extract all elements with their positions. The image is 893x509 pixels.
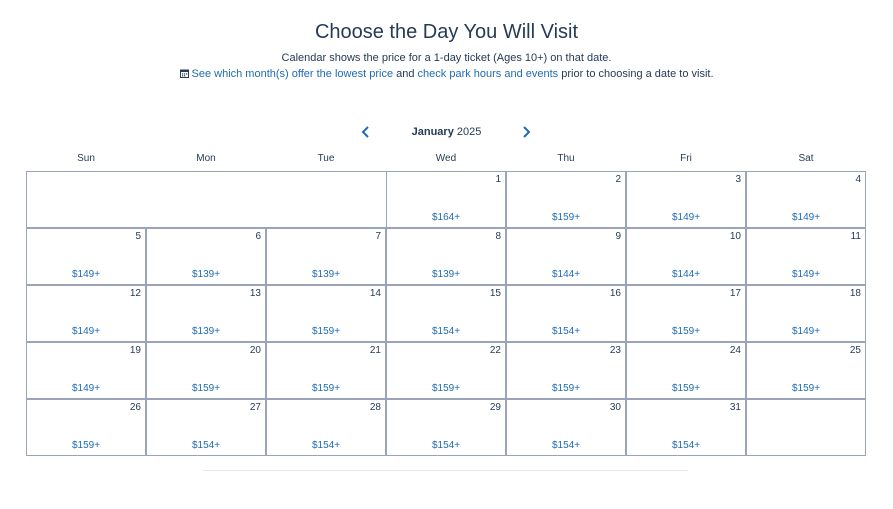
day-cell[interactable] bbox=[626, 399, 746, 456]
day-number: 31 bbox=[729, 402, 741, 413]
day-number: 17 bbox=[729, 288, 741, 299]
day-number: 23 bbox=[609, 345, 621, 356]
day-number: 28 bbox=[369, 402, 381, 413]
day-price: $139+ bbox=[431, 269, 461, 280]
year-value: 2025 bbox=[456, 126, 482, 138]
day-price: $154+ bbox=[311, 440, 341, 451]
day-number: 14 bbox=[369, 288, 381, 299]
day-number: 1 bbox=[495, 174, 501, 185]
day-number: 25 bbox=[849, 345, 861, 356]
empty-trailing-cell bbox=[746, 399, 866, 456]
day-price: $149+ bbox=[791, 326, 821, 337]
day-number: 10 bbox=[729, 231, 741, 242]
day-cell[interactable] bbox=[386, 399, 506, 456]
park-hours-link[interactable]: check park hours and events bbox=[417, 68, 559, 80]
day-number: 2 bbox=[615, 174, 621, 185]
day-price: $159+ bbox=[671, 326, 701, 337]
day-price: $159+ bbox=[551, 383, 581, 394]
day-number: 24 bbox=[729, 345, 741, 356]
day-price: $159+ bbox=[71, 440, 101, 451]
day-cell[interactable] bbox=[386, 171, 506, 228]
day-cell[interactable] bbox=[626, 342, 746, 399]
chevron-right-icon bbox=[519, 124, 533, 140]
day-number: 29 bbox=[489, 402, 501, 413]
help-links bbox=[0, 68, 893, 81]
day-cell[interactable] bbox=[26, 228, 146, 285]
day-price: $139+ bbox=[311, 269, 341, 280]
day-cell[interactable] bbox=[626, 228, 746, 285]
weekday-label: Sat bbox=[798, 153, 814, 164]
day-number: 30 bbox=[609, 402, 621, 413]
page-title: Choose the Day You Will Visit bbox=[314, 21, 579, 43]
day-cell[interactable] bbox=[386, 228, 506, 285]
day-number: 13 bbox=[249, 288, 261, 299]
day-cell[interactable] bbox=[626, 171, 746, 228]
weekday-label: Fri bbox=[680, 153, 692, 164]
day-cell[interactable] bbox=[266, 399, 386, 456]
day-cell[interactable] bbox=[146, 228, 266, 285]
day-cell[interactable] bbox=[506, 285, 626, 342]
day-cell[interactable] bbox=[746, 285, 866, 342]
day-price: $154+ bbox=[431, 440, 461, 451]
day-number: 5 bbox=[135, 231, 141, 242]
day-cell[interactable] bbox=[386, 342, 506, 399]
day-price: $144+ bbox=[551, 269, 581, 280]
day-price: $144+ bbox=[671, 269, 701, 280]
day-price: $149+ bbox=[791, 212, 821, 223]
weekday-label: Thu bbox=[557, 153, 575, 164]
day-cell[interactable] bbox=[506, 399, 626, 456]
day-cell[interactable] bbox=[146, 399, 266, 456]
day-price: $159+ bbox=[191, 383, 221, 394]
connector-text: and bbox=[396, 68, 415, 80]
day-price: $159+ bbox=[791, 383, 821, 394]
day-cell[interactable] bbox=[626, 285, 746, 342]
day-number: 6 bbox=[255, 231, 261, 242]
calendar-grid bbox=[26, 171, 866, 456]
next-month-button[interactable] bbox=[519, 124, 533, 140]
day-cell[interactable] bbox=[266, 228, 386, 285]
day-number: 3 bbox=[735, 174, 741, 185]
day-cell[interactable] bbox=[746, 171, 866, 228]
day-number: 8 bbox=[495, 231, 501, 242]
lowest-price-link[interactable]: See which month(s) offer the lowest price bbox=[191, 68, 394, 80]
weekday-label: Mon bbox=[196, 153, 216, 164]
empty-leading-cell bbox=[26, 171, 386, 228]
day-cell[interactable] bbox=[146, 285, 266, 342]
day-number: 4 bbox=[855, 174, 861, 185]
day-price: $159+ bbox=[311, 326, 341, 337]
day-number: 21 bbox=[369, 345, 381, 356]
day-cell[interactable] bbox=[506, 342, 626, 399]
day-price: $149+ bbox=[71, 326, 101, 337]
day-price: $159+ bbox=[551, 212, 581, 223]
day-number: 18 bbox=[849, 288, 861, 299]
day-cell[interactable] bbox=[266, 342, 386, 399]
prev-month-button[interactable] bbox=[359, 124, 373, 140]
day-price: $149+ bbox=[71, 383, 101, 394]
day-cell[interactable] bbox=[746, 228, 866, 285]
day-cell[interactable] bbox=[26, 399, 146, 456]
day-number: 16 bbox=[609, 288, 621, 299]
day-number: 20 bbox=[249, 345, 261, 356]
day-price: $149+ bbox=[671, 212, 701, 223]
weekday-header bbox=[26, 153, 866, 164]
day-number: 15 bbox=[489, 288, 501, 299]
weekday-label: Tue bbox=[317, 153, 335, 164]
day-price: $139+ bbox=[191, 269, 221, 280]
day-number: 12 bbox=[129, 288, 141, 299]
weekday-label: Wed bbox=[435, 153, 457, 164]
day-number: 27 bbox=[249, 402, 261, 413]
day-number: 26 bbox=[129, 402, 141, 413]
day-number: 22 bbox=[489, 345, 501, 356]
month-navigation bbox=[0, 124, 893, 142]
day-price: $159+ bbox=[671, 383, 701, 394]
calendar-icon bbox=[180, 69, 189, 81]
price-note: Calendar shows the price for a 1-day ticket (Ages 10+) on that date. bbox=[281, 52, 612, 64]
day-cell[interactable] bbox=[146, 342, 266, 399]
day-price: $154+ bbox=[431, 326, 461, 337]
divider bbox=[203, 470, 688, 471]
chevron-left-icon bbox=[359, 124, 373, 140]
weekday-label: Sun bbox=[77, 153, 95, 164]
day-price: $139+ bbox=[191, 326, 221, 337]
day-price: $154+ bbox=[671, 440, 701, 451]
day-price: $164+ bbox=[431, 212, 461, 223]
day-price: $154+ bbox=[551, 326, 581, 337]
day-number: 11 bbox=[850, 231, 861, 242]
day-cell[interactable] bbox=[746, 342, 866, 399]
day-price: $159+ bbox=[311, 383, 341, 394]
suffix-text: prior to choosing a date to visit. bbox=[561, 68, 714, 80]
day-price: $154+ bbox=[191, 440, 221, 451]
day-cell[interactable] bbox=[506, 171, 626, 228]
day-price: $154+ bbox=[551, 440, 581, 451]
day-number: 19 bbox=[129, 345, 141, 356]
day-cell[interactable] bbox=[506, 228, 626, 285]
day-number: 9 bbox=[615, 231, 621, 242]
month-label bbox=[0, 126, 893, 138]
day-price: $159+ bbox=[431, 383, 461, 394]
day-cell[interactable] bbox=[26, 285, 146, 342]
day-number: 7 bbox=[375, 231, 381, 242]
day-cell[interactable] bbox=[26, 342, 146, 399]
day-price: $149+ bbox=[791, 269, 821, 280]
day-cell[interactable] bbox=[386, 285, 506, 342]
day-price: $149+ bbox=[71, 269, 101, 280]
day-cell[interactable] bbox=[266, 285, 386, 342]
month-name: January bbox=[411, 126, 454, 138]
